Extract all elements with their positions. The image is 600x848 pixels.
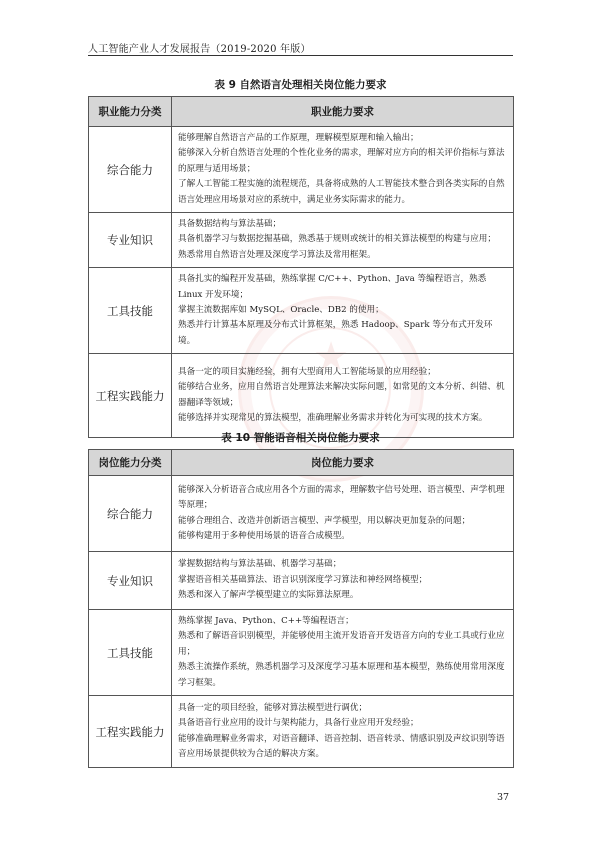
table-row — [89, 127, 514, 213]
watermark-star-icon: ★ — [313, 334, 349, 380]
requirement-line: 掌握主流数据库如 MySQL、Oracle、DB2 的使用； — [178, 305, 384, 316]
table-10-requirements-cell — [172, 552, 514, 610]
requirement-line: 能够合理组合、改造并创新语言模型、声学模型，用以解决更加复杂的问题； — [178, 515, 471, 526]
table-9-caption: 表 9 自然语言处理相关岗位能力要求 — [214, 79, 387, 91]
requirement-line: 能够选择并实现常见的算法模型，准确理解业务需求并转化为可实现的技术方案。 — [178, 413, 488, 424]
requirement-line: 了解人工智能工程实施的流程规范，具备将成熟的人工智能技术整合到各类实际的自然语言处理应用场景对应的系统中，满足业务实际需求的能力。 — [178, 179, 505, 205]
requirement-line: 能够深入分析自然语言处理的个性化业务的需求，理解对应方向的相关评价指标与算法的原理与适用场景； — [178, 148, 505, 174]
table-9-header-requirements: 职业能力要求 — [172, 97, 514, 127]
table-row — [89, 213, 514, 268]
requirement-line: 熟悉和深入了解声学模型建立的实际算法原理。 — [178, 590, 359, 601]
table-9-category-cell: 工具技能 — [89, 268, 172, 354]
table-10-requirements-cell — [172, 696, 514, 768]
requirement-line: 能够构建用于多种使用场景的语音合成模型。 — [178, 530, 350, 541]
requirement-line: 熟悉常用自然语言处理及深度学习算法及常用框架。 — [178, 249, 376, 260]
table-10-category-cell: 综合能力 — [89, 476, 172, 552]
table-10-caption: 表 10 智能语音相关岗位能力要求 — [221, 432, 380, 444]
running-header: 人工智能产业人才发展报告（2019-2020 年版） — [88, 44, 311, 55]
table-9-category-cell: 工程实践能力 — [89, 354, 172, 438]
requirement-line: 熟悉并行计算基本原理及分布式计算框架，熟悉 Hadoop、Spark 等分布式开发环境。 — [178, 320, 493, 346]
table-9-requirements-cell — [172, 213, 514, 268]
requirement-line: 具备数据结构与算法基础； — [178, 219, 282, 230]
requirement-line: 能够深入分析语音合成应用各个方面的需求，理解数字信号处理、语言模型、声学机理等原理； — [178, 484, 505, 511]
table-9-requirements-cell — [172, 354, 514, 438]
table-row — [89, 268, 514, 354]
table-row — [89, 610, 514, 696]
table-10-category-cell: 工程实践能力 — [89, 696, 172, 768]
requirement-line: 能够理解自然语言产品的工作原理，理解模型原理和输入输出； — [178, 133, 419, 143]
page-number: 37 — [497, 792, 510, 803]
table-9-header-category: 职业能力分类 — [89, 97, 172, 127]
requirement-line: 掌握语音相关基础算法、语言识别深度学习算法和神经网络模型； — [178, 574, 428, 585]
requirement-line: 具备一定的项目实施经验，拥有大型商用人工智能场景的应用经验； — [178, 366, 436, 377]
header-rule — [88, 55, 513, 56]
requirement-line: 熟悉和了解语音识别模型，并能够使用主流开发语音开发语音方向的专业工具或行业应用； — [178, 631, 505, 657]
requirement-line: 能够结合业务，应用自然语言处理算法来解决实际问题，如常见的文本分析、纠错、机器翻译等领域； — [178, 382, 505, 408]
table-10-category-cell: 专业知识 — [89, 552, 172, 610]
table-row — [89, 354, 514, 438]
table-9 — [88, 96, 514, 438]
table-10-category-cell: 工具技能 — [89, 610, 172, 696]
requirement-line: 具备扎实的编程开发基础，熟练掌握 C/C++、Python、Java 等编程语言，熟悉 Linux 开发环境； — [178, 274, 487, 300]
table-row — [89, 696, 514, 768]
table-row — [89, 476, 514, 552]
requirement-line: 具备一定的项目经验，能够对算法模型进行调优； — [178, 702, 368, 713]
requirement-line: 具备机器学习与数据挖掘基础，熟悉基于规则或统计的相关算法模型的构建与应用； — [178, 234, 496, 245]
requirement-line: 具备语音行业应用的设计与架构能力，具备行业应用开发经验； — [178, 718, 419, 729]
requirement-line: 掌握数据结构与算法基础、机器学习基础； — [178, 559, 342, 570]
table-10-requirements-cell — [172, 610, 514, 696]
table-10-header-requirements: 岗位能力要求 — [172, 450, 514, 476]
requirement-line: 熟练掌握 Java、Python、C++等编程语言； — [178, 616, 354, 626]
requirement-line: 熟悉主流操作系统，熟悉机器学习及深度学习基本原理和基本模型，熟练使用常用深度学习框架。 — [178, 662, 505, 688]
table-9-requirements-cell — [172, 127, 514, 213]
table-10-requirements-cell — [172, 476, 514, 552]
requirement-line: 能够准确理解业务需求，对语音翻译、语音控制、语音转录、情感识别及声纹识别等语音应用场景提供较为合适的解决方案。 — [178, 733, 505, 759]
table-9-category-cell: 综合能力 — [89, 127, 172, 213]
table-row — [89, 552, 514, 610]
table-9-category-cell: 专业知识 — [89, 213, 172, 268]
table-10-header-category: 岗位能力分类 — [89, 450, 172, 476]
table-10 — [88, 449, 514, 768]
table-9-requirements-cell — [172, 268, 514, 354]
